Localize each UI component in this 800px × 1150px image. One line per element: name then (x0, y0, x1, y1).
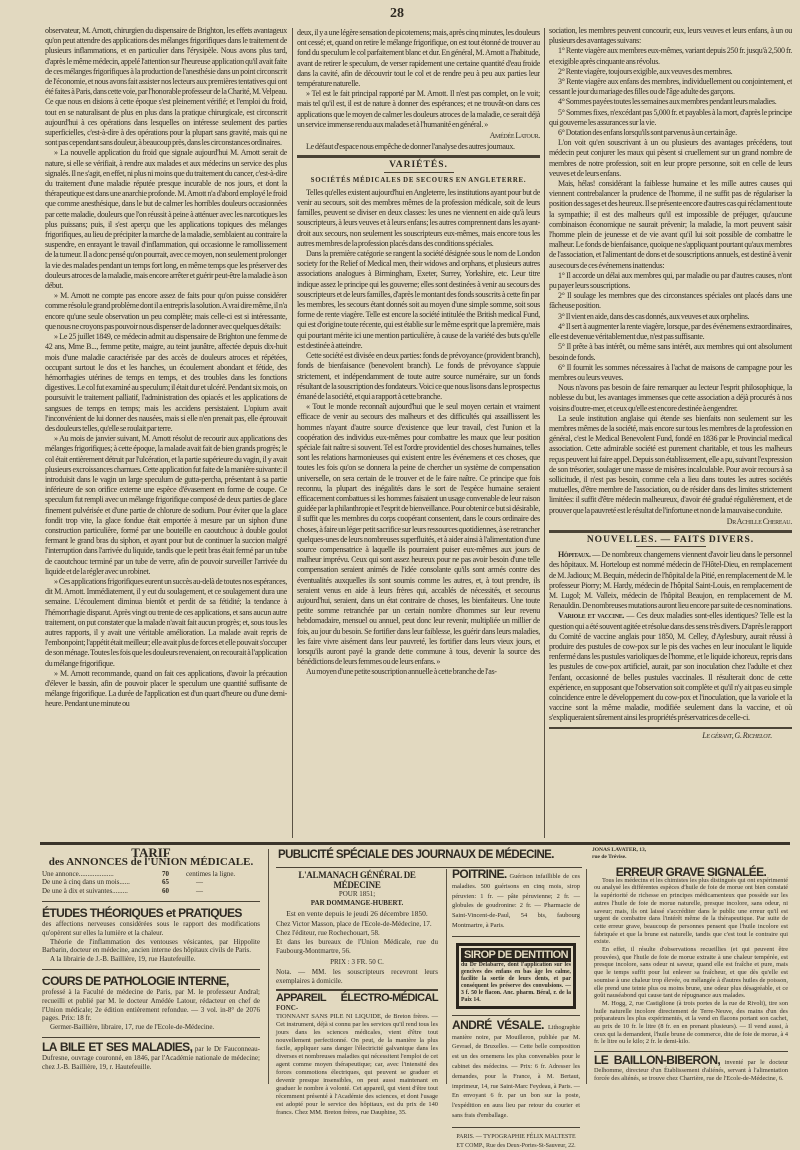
paragraph: La seule institution anglaise qui étende ses bienfaits non seulement sur les membres mêmes de la société, mais encore sur tous les membres de la profession en général, c'est le Medical Benevolent Fund, fondé en 1836 par le Provincial medical association. Cette admirable société est purement charitable, et tous les malheurs reçus peuvent lui faire appel. Depuis son établissement, elle a pu, suivant l'expression de son trésorier, soulager une masse de misères incalculable. Pour avoir recours à sa sollicitude, il n'est pas besoin, comme cela a lieu dans toutes les autres sociétés mutuelles, d'être membre de l'association, ou de résider dans des limites strictement limitées: il suffit d'être médecin malheureux, d'avoir été gradué régulièrement, et de prouver que la pauvreté est le résultat de l'infortune et non de la mauvaise conduite. (549, 413, 792, 515)
ad-title: LA BILE ET SES MALADIES, (42, 1039, 193, 1054)
editor-note: Le défaut d'espace nous empêche de donner l'analyse des autres journaux. (306, 142, 515, 152)
ad-title: APPAREIL ÉLECTRO-MÉDICAL (276, 991, 438, 1004)
list-item: 4° Sommes payées toutes les semaines aux membres pendant leurs maladies. (558, 97, 777, 107)
column-divider (544, 28, 545, 838)
paragraph: « Tout le monde reconnaît aujourd'hui que le seul moyen certain et vraiment efficace de venir au secours des malheurs et des difficultés qui assaillissent les hommes n'ayant d'autre source d'existence que leur travail, c'est l'union et la coopération des individus eux-mêmes pour combattre les maux que leur position spéciale fait naître si souvent. Tel est l'ordre providentiel des choses humaines, telles sont les relations harmonieuses qui existent entre les événemens et ces choses, que toutes les fois qu'on se donnera la peine de chercher un système de compensation universelle, on sera certain de le trouver et de le faire naître. Ce principe que fois reconnu, la plupart des inégalités dans le sort de l'espèce humaine seraient efficacement combattues si les hommes faisaient un usage convenable de leur raison guidée par la philanthropie et l'esprit de bienveillance. Pour obtenir ce but si désirable, il suffit que les membres du corps coopérant consentent, dans le cours ordinaire des choses, à faire un léger petit sacrifice sur leurs ressources quotidiennes, à se retrancher quelques-unes de leurs nombreuses superfluités, et à aider ainsi à l'alimentation d'une source compensatrice à laquelle ils pourraient puiser eux-mêmes aux jours de malheur imprévu. Ceux qui sont assez heureux pour ne pas avoir besoin d'une telle compensation seraient animés de l'idée consolante qu'ils sont armés contre des éventualités auxquelles ils sont soumis comme les autres, et, à tout prendre, ils seraient venus en aide à leurs frères qui, accablés de nécessités, et secourus aujourd'hui, seraient, dans un état contraire de choses, les bienfaiteurs. Une toute petite somme retranchée par un certain nombre d'hommes sur leur revenu hebdomadaire, mensuel ou annuel, peut donc leur revenir, multipliée un millier de fois, au jour du besoin. Se fortifier dans leur faiblesse, les guérir dans leurs maladies, les faire vivre aisément dans leur pauvreté, les fortifier dans leurs vieux jours, et lorsqu'ils auront payé la grande dette commune à tous, devenir la source des bénédictions de leurs femmes ou de leurs enfans. » (297, 402, 540, 667)
ad-text: Guérison infaillible de ces maladies. 500 guérisons en cinq mois, sirop péruvien: 1 fr. — pâte péruvienne; 2 fr. — globules de goudronine: 2 fr. — Pharmacie de Saint-Vincent-de-Paul, 54 bis, faubourg Montmartre, à Paris. (452, 873, 580, 929)
list-item: 2° Rente viagère, toujours exigible, aux veuves des membres. (558, 66, 733, 76)
tarif-label: Une annonce.................... (42, 869, 114, 878)
sirop-ad-box (456, 943, 576, 1009)
paragraph: » Au mois de janvier suivant, M. Arnott résolut de recourir aux applications des mélanges frigorifiques; à cette époque, la malade avait fait de bien grands progrès; le col était entièrement détruit par l'ulcération, et la partie supérieure du vagin, il y avait plusieurs excroissances charnues. Cette application fut faite de la manière suivante: il introduisit dans le vagin un large speculum de gutta-percha, présentant à sa partie inférieure de son orifice externe une espèce d'évasement en forme de coupe. Ce speculum fut rempli avec un mélange frigorifique composé de deux parties de glace finement pulvérisée et d'une partie de chlorure de sodium. Pour éviter que la glace fondit trop vite, la glace fondue était emportée à mesure par un siphon d'une construction particulière, formé par une bouteille en caoutchouc à double goulot fermant le grand bras du siphon, et ayant pour but de continuer la succion malgré l'interruption dans l'arrivée du liquide, tandis que le petit bras était fermé par un tube de caoutchouc terminé par un tube de verre, afin de pouvoir surveiller l'arrivée du liquide et de la régler avec un robinet. (45, 434, 287, 576)
ad-text: Germer-Baillière, libraire, 17, rue de l'Ecole-de-Médecine. (50, 1023, 215, 1032)
paragraph: L'on voit qu'en souscrivant à un ou plusieurs des avantages précédens, tout médecin peut conjurer les maux qui pèsent si cruellement sur un grand nombre de membres de notre profession, soit en leur propre personne, soit en celle de leurs veuves et de leurs enfans. (549, 138, 792, 178)
almanach-year: POUR 1851; (338, 890, 376, 898)
tarif-row (42, 878, 260, 887)
divider (594, 1051, 788, 1052)
column-divider (586, 869, 587, 1084)
almanach-price: PRIX : 3 FR. 50 C. (330, 957, 384, 966)
news-text: — Ces deux maladies sont-elles identiques? Telle est la question qui a été souvent agitée et résolue dans des sens très divers. D'après le rapport du Comité de vaccine anglais pour 1850, M. Celley, d'Aylesbury, aurait réussi à produire des pustules de cow-pox sur le pis des vaches en leur inoculant le liquide renfermé dans les pustules varioliques de l'homme, et le liquide ichoreux, repris dans les pustules de cow-pox artificiel, aurait, par son inoculation chez l'adulte et chez l'enfant, occasionné de belles pustules vaccinales. Il résulterait donc de cette expérience, en supposant que l'observation soit complète et qu'il n'y ait pas eu simple coïncidence entre le développement du cow-pox et l'inoculation, que la variole et la vaccine sont la même maladie, modifiée seulement dans la vaccine, et où s'expliqueraient sûrement ainsi les propriétés préservatrices de celle-ci. (549, 611, 792, 723)
paragraph: Cette société est divisée en deux parties: fonds de prévoyance (provident branch), fonds de bienfaisance (benevolent branch). Le fonds de prévoyance s'appuie strictement, et indépendamment de toute autre source numéraire, sur un fonds résultant de la souscription des fondateurs. Voici ce que nous lisons dans le prospectus émané de la société, et qui a rapport à cette branche. (297, 351, 540, 401)
paragraph: » Ces applications frigorifiques eurent un succès au-delà de toutes nos espérances, dit M. Arnott. Immédiatement, il y eut du soulagement, et ce soulagement dura une semaine. L'écoulement diminua bientôt et perdit de sa fétidité; la tendance à l'hémorrhagie disparut. Après vingt ou trente de ces applications, et sans aucun autre traitement, on put constater que la malade n'avait fait aucun progrès; et, sous tous les autres rapports, il y avait une véritable amélioration. La malade avait repris de l'embonpoint; l'appétit était meilleur; elle avait plus de forces et elle pouvait s'occuper de son ménage. Toutes les fois que les douleurs revenaient, on recourait à l'application du mélange frigorifique. (45, 576, 287, 668)
paragraph: » Le 25 juillet 1849, ce médecin admit au dispensaire de Brighton une femme de 42 ans, Mme B..., femme petite, maigre, au teint jaunâtre, affectée depuis dix-huit mois d'une maladie caractérisée par des accès de douleurs atroces et répétées, occupant surtout le dos et les hanches, un écoulement abondant et fétide, des hémorrhagies utérines de temps en temps, et des troubles dans les fonctions digestives. Le col fut examiné au speculum; il était dur et ulcéré. Pendant six mois, on poursuivit le traitement palliatif, l'administration des opiacés et les applications de sangsues de temps en temps; mais les accidens persistaient. L'opium avait l'inconvénient de lui donner des nausées, mais si elle n'en prenait pas, elle éprouvait des douleurs telles, qu'elle se roulait par terre. (45, 332, 287, 433)
section-rule (549, 727, 792, 729)
poitrine-ad (452, 867, 580, 931)
ad-text: Chez l'éditeur, rue Rochechouart, 58. (276, 929, 380, 938)
paragraph: » M. Arnott recommande, quand on fait ces applications, d'avoir la précaution d'élever le bassin, afin de pouvoir placer le speculum une quantité suffisante de mélange frigorifique. La durée de l'application est d'un quart d'heure ou d'une demi-heure. Pendant une minute ou (45, 668, 287, 709)
tarif-row (42, 887, 260, 896)
divider (42, 901, 260, 902)
column-divider (268, 849, 269, 1084)
news-lead: Hôpitaux. (558, 550, 591, 560)
ad-title: POITRINE. (452, 867, 507, 881)
paragraph: 4° Il sert à augmenter la rente viagère, lorsque, par des événemens extraordinaires, elle est devenue véritablement due, n'est pas suffisante. (549, 321, 792, 342)
paragraph: » La nouvelle application du froid que signale aujourd'hui M. Arnott serait de nature, si elle se vérifiait, à rendre aux malades et aux médecins un service des plus signalés. Il ne s'agit, en effet, ni plus ni moins que du traitement du cancer, c'est-à-dire du traitement d'une maladie réputée presque incurable de nos jours, et dont la thérapeutique est dans une anarchie profonde. M. Arnott n'a d'abord employé le froid que comme anesthésique, dans le but de calmer les horribles douleurs occasionnées par cette maladie, douleurs que l'on réussit à peine à atténuer avec les narcotiques les plus puissans; puis, il s'est aperçu que les applications topiques des mélanges frigorifiques, au lieu de précipiter la marche de la maladie, semblaient au contraire la suspendre, en enrayant le travail d'inflammation, qui occasionne le ramollissement de la tumeur. Il a donc pensé qu'on pourrait, avec ce moyen, non seulement prolonger la vie des malades pendant un temps fort long, en même temps que les préserver des douleurs atroces de la maladie, mais encore arrêter et guérir peut-être la maladie à son début. (45, 148, 287, 291)
paragraph: 5° Il prête à bas intérêt, ou même sans intérêt, aux membres qui ont absolument besoin de fonds. (549, 342, 792, 362)
paragraph: Telles qu'elles existent aujourd'hui en Angleterre, les institutions ayant pour but de venir au secours, soit des membres mêmes de la profession médicale, soit de leurs familles, peuvent se diviser en deux classes: les unes ne viennent en aide qu'à leurs souscripteurs, à leurs veuves et à leurs enfans; les autres comprennent dans les ayant-droit aux secours, non seulement les souscripteurs eux-mêmes, mais encore tous les autres membres de la profession placés dans des conditions spéciales. (297, 187, 540, 248)
divider (42, 1037, 260, 1038)
divider (276, 989, 438, 991)
ad-title-row (276, 991, 438, 1013)
paragraph: » Tel est le fait principal rapporté par M. Arnott. Il n'est pas complet, on le voit; mais tel qu'il est, il est de nature à donner des espérances; et ne trouvât-on dans ces applications que le moyen de calmer les douleurs atroces de la maladie, ce serait déjà un service immense rendu aux malades et à l'humanité en général. » (297, 89, 540, 129)
ad-title: L'ALMANACH GÉNÉRAL DE MÉDECINE (298, 870, 416, 890)
ad-text: M. Hogg, 2, rue Castiglione (à trois portes de la rue de Rivoli), tire son huile naturelle incolore directement de Terre-Neuve, des mains d'un des préparateurs les plus expérimentés, et la vend en flacons portant son cachet, au prix de 10 fr. le litre (8 fr. en en prenant plusieurs). — Il vend aussi, à ceux qui la demandent, l'huile brune de commerce, dite de foie de morue, à 4 fr. le litre ou le kilo; 2 fr. le demi-kilo. (594, 999, 788, 1046)
signature: Dr Achille Chereau. (726, 516, 792, 526)
paragraph: observateur, M. Arnott, chirurgien du dispensaire de Brighton, les effets avantageux qu'on peut attendre des applications des mélanges frigorifiques dans le traitement de plusieurs inflammations, et en particulier dans l'érysipèle. Nous avons plus tard, d'après le même médecin, appelé l'attention sur l'heureuse application qu'il avait faite de ces mélanges frigorifiques à la production de l'anesthésie dans un point circonscrit de l'économie, et nous avons fait assister nos lecteurs aux premières tentatives qui ont été faites à Paris, dans cette voie, par l'honorable professeur de la Charité, M. Velpeau. Ce que nous en disions à cette époque s'est pleinement vérifié; et l'emploi du froid, tout en se naturalisant de plus en plus dans la pratique chirurgicale, est circonscrit aujourd'hui à ces opérations dans lesquelles on intéresse seulement des parties superficielles, c'est-à-dire à des opérations pour la plupart sans gravité, mais qui ne sont pas cependant sans douleur, à beaucoup près, dans les circonstances ordinaires. (45, 26, 287, 148)
imprint: PARIS. — TYPOGRAPHIE FÉLIX MALTESTE ET COMP., Rue des Deux-Portes-St-Sauveur, 22. (456, 1133, 576, 1149)
tarif-title: TARIF (131, 845, 171, 860)
bile-ad (42, 1039, 261, 1071)
ad-column-left (42, 845, 261, 1071)
ad-text: Chez Victor Masson, place de l'Ecole-de-Médecine, 17. (276, 920, 432, 929)
ad-column-middle (276, 870, 438, 1117)
paragraph: sociation, les membres peuvent concourir, eux, leurs veuves et leurs enfans, à un ou plusieurs des avantages suivans: (549, 26, 792, 46)
section-title: VARIÉTÉS. (389, 160, 448, 171)
paragraph: » M. Arnott ne compte pas encore assez de faits pour qu'on puisse considérer comme résolu le grand problème dont il a entrepris la solution. A vrai dire même, il n'a encore qu'une seule observation un peu complète; mais celle-ci est si intéressante, que nous ne croyons pas pouvoir nous dispenser de la donner avec quelques détails: (45, 291, 287, 331)
ad-text: des affections nerveuses considérées sous le rapport des modifications qu'opèrent sur elles la lumière et la chaleur. (42, 919, 260, 937)
list-item: 5° Sommes fixes, n'excédant pas 5,000 fr. et payables à la mort, d'après le principe qui gouverne les assurances sur la vie. (549, 107, 792, 127)
tarif-unit: — (196, 887, 203, 896)
tarif-label: De une à cinq dans un mois...... (42, 878, 130, 887)
paragraph: Dans la première catégorie se rangent la société désignée sous le nom de London society for the Relief of Medical men, their widows and orphans, et plusieurs autres associations analogues à Birmingham, Exeter, Surrey, Yorkshire, etc. Leur titre indique assez le principe qui les gouverne; elles sont destinées à venir au secours des souscripteurs et de leurs familles, d'après le montant des fonds souscrits à cette fin par les membres, les secours étant donnés soit au moyen d'une simple somme, soit sous forme de rente viagère. Telle est encore la société intitulée the British medical Fund, qui est d'origine toute récente, qui est établie sur le même esprit que la première, mais qui pourtant mérite ici une mention particulière, à cause de la variété des buts qu'elle est destinée à atteindre. (297, 249, 540, 350)
page-number: 28 (390, 6, 404, 21)
news-text: — De nombreux changemens viennent d'avoir lieu dans le personnel des hôpitaux. M. Horteloup est nommé médecin de l'Hôtel-Dieu, en remplacement de M. Jadioux; M. Bequin, médecin de l'hôpital de la Pitié, en remplacement de M. le professeur Piorry; M. Hardy, médecin de l'hôpital Saint-Louis, en remplacement de M. Lugol; M. Valleix, médecin de l'hôpital Beaujon, en remplacement de M. Renauldin. De nombreuses mutations auront lieu encore par suite de ces nominations. (549, 550, 792, 611)
ad-text: Nota. — MM. les souscripteurs recevront leurs exemplaires à domicile. (276, 968, 438, 986)
ad-column-right (594, 865, 789, 1082)
ad-text: inventé par le docteur Delhomme, directeur d'un Établissement d'aliénés, servant à l'alimentation forcée des aliénés, se trouve chez Charrière, rue de l'Ecole-de-Médecine, 6. (594, 1059, 789, 1082)
paragraph: 2° Il soulage les membres que des circonstances spéciales ont placés dans une fâcheuse position. (549, 291, 792, 311)
divider (636, 546, 706, 547)
gerant-signature: Le gérant, G. Richelot. (702, 730, 772, 740)
column-divider (292, 28, 293, 838)
ad-text: Tous les médecins et les chimistes les plus distingués qui ont expérimenté ou analysé les différentes espèces d'huile de foie de morue ont bien constaté la supériorité de richesse en principes médicamenteux que possède sur les autres l'huile de foie de morue naturelle, presque incolore, sans odeur, ni saveur; mais, ils ont laissé s'accréditer dans le public une erreur qu'il est urgent de combattre dans l'intérêt même de la thérapeutique. Par suite de cette erreur grave, beaucoup de personnes pensent que l'huile incolore est fabriquée et que la brune est naturelle, tandis que c'est tout le contraire qui existe. (594, 876, 788, 946)
divider (276, 867, 582, 868)
list-item: 1° Rente viagère aux membres eux-mêmes, variant depuis 250 fr. jusqu'à 2,500 fr. et exigible après cinquante ans révolus. (549, 46, 792, 66)
column-3 (549, 26, 792, 838)
divider (42, 969, 260, 970)
news-item (549, 550, 792, 611)
ad-text: Et dans les bureaux de l'Union Médicale, rue du Faubourg-Montmartre, 56. (276, 937, 438, 955)
tarif-price: 70 (162, 869, 169, 878)
ad-text: Théorie de l'inflammation des ventouses vésicantes, par Hippolite Barbarin, docteur en médecine, ancien interne des hôpitaux civils de Paris. (42, 937, 260, 955)
tarif-subtitle: des ANNONCES de l'UNION MÉDICALE. (48, 855, 254, 868)
ad-text: A la librairie de J.-B. Baillière, 19, rue Hautefeuille. (50, 955, 196, 964)
publicity-banner: PUBLICITÉ SPÉCIALE DES JOURNAUX DE MÉDECINE. (278, 849, 554, 861)
ad-title: ÉTUDES THÉORIQUES et PRATIQUES (42, 905, 242, 920)
list-item: 3° Rente viagère aux enfans des membres, individuellement ou conjointement, et cessant le jour du mariage des filles ou de l'âge adulte des garçons. (549, 77, 792, 97)
almanach-author: PAR DOMMANGE-HUBERT. (310, 898, 404, 907)
tarif-price: 60 (162, 887, 169, 896)
ad-text: TIONNANT SANS PILE NI LIQUIDE, de Breton frères. — Cet instrument, déjà si connu par les services qu'il rend tous les jours dans les sciences médicales, vient d'être tout nouvellement perfectionné. On peut, de la manière la plus facile, appliquer sans danger l'électricité galvanique dans les diverses et nombreuses maladies qui nécessitent l'emploi de cet agent comme moyen thérapeutique; car, avec l'intensité des forces commotions électriques, qui peuvent se graduer et devenir presque insensibles, on peut aussi maintenant en graduer le nombre à volonté. Cet appareil, qui vient d'être tout récemment présenté à l'Académie des sciences, et dont l'usage est adopté pour le service des hôpitaux, est du prix de 140 francs. Chez MM. Breton frères, rue Dauphine, 35. (276, 1012, 438, 1116)
tarif-unit: — (196, 878, 203, 887)
divider (452, 1127, 580, 1128)
ad-column-center-right (452, 867, 580, 1150)
divider (384, 172, 454, 173)
divider (452, 1015, 580, 1016)
ad-title-suffix: FONC- (276, 1003, 299, 1012)
tarif-row (42, 870, 260, 879)
news-item (549, 611, 792, 723)
section-title: NOUVELLES. — FAITS DIVERS. (586, 534, 755, 545)
ad-title: ANDRÉ VÉSALE. (452, 1017, 544, 1032)
news-lead: Variole et vaccine. (558, 611, 625, 621)
column-2 (297, 28, 540, 838)
section-rule (549, 530, 792, 533)
article-subtitle: SOCIÉTÉS MÉDICALES DE SECOURS EN ANGLETERRE. (310, 176, 527, 184)
baillon-ad (594, 1053, 789, 1082)
ad-title: LE BAILLON-BIBERON, (594, 1053, 721, 1068)
paragraph: deux, il y a une légère sensation de picotemens; mais, après cinq minutes, les douleurs ont cessé; et, quand on retire le mélange frigorifique, on est tout étonné de trouver au fond du speculum le col parfaitement blanc et dur. En général, M. Arnott a l'habitude, avant de retirer le speculum, de verser rapidement une certaine quantité d'eau froide dans la cavité, afin de découvrir tout le col et de rendre peu à peu aux parties leur température naturelle. (297, 28, 540, 89)
paragraph: 3° Il vient en aide, dans des cas donnés, aux veuves et aux orphelins. (558, 311, 750, 321)
ad-text: En effet, il résulte d'observations recueillies (et qui peuvent être prouvées), que l'huile de foie de morue extraite à une chaleur tempérée, est presque incolore, sans odeur ni saveur, quand elle est fraîche et pure, mais que le temps suffit pour lui enlever sa fraîcheur, et que dès qu'elle est soumise à une chaleur trop élevée, ou mélangée à d'autres huiles de poisson, elle prend une teinte plus ou moins brune, une odeur plus désagréable, et ce goût nauséabond qui cause tant de répugnance aux malades. (594, 946, 788, 1000)
ad-title: ERREUR GRAVE SIGNALÉE. (615, 865, 767, 879)
ad-title: COURS DE PATHOLOGIE INTERNE, (42, 973, 229, 988)
divider (452, 936, 580, 937)
tarif-unit: centimes la ligne. (186, 869, 236, 878)
ad-text: par le Dr Fauconneau-Dufresne, ouvrage couronné, en 1846, par l'Académie nationale de médecine; chez J.-B. Baillière, 19, r. Hautefeuille. (42, 1044, 261, 1071)
paragraph: Mais, hélas! considérant la faiblesse humaine et les mille autres causes qui viennent contrebalancer la prudence de l'homme, il ne suffit pas de régulariser la position des sages et des heureux. Il se présente encore d'autres cas qui réclament toute la sympathie; il est des malheurs qu'il est impossible de préjuger, qu'aucune combinaison économique ne saurait prévenir; la maladie, la mort peuvent saisir l'homme plein de jeunesse et de vie avant qu'il lui soit possible de combattre le malheur. Le fonds de bienfaisance, quoique ne s'appliquant pourtant qu'aux membres de l'association, et l'alimentant de dons et de souscriptions annuels, est destiné à venir au secours de ces événemens inattendus: (549, 179, 792, 270)
paragraph: Au moyen d'une petite souscription annuelle à cette branche de l'as- (306, 667, 497, 677)
ad-title: SIROP DE DENTITION (461, 948, 571, 962)
ad-text: professé à la Faculté de médecine de Paris, par M. le professeur Andral; recueilli et publié par M. le docteur Amédée Latour, rédacteur en chef de l'Union médicale; 2e édition entièrement refondue. — 3 vol. in-8° de 2076 pages. Prix: 18 fr. (42, 987, 260, 1023)
column-divider (446, 869, 447, 1084)
signature: Amédée Latour. (489, 131, 540, 141)
almanach-sale: Est en vente depuis le jeudi 26 décembre 1850. (286, 908, 428, 918)
tarif-price: 65 (162, 878, 169, 887)
banner-side: JONAS LAVATER, 13, rue de Trévise. (592, 847, 647, 860)
ad-text: du Dr Delabarre, dont l'application sur les gencives des enfans en bas âge les calme, facilite la sortie de leurs dents, et par conséquent les préserve des convulsions. — 3 f. 50 le flacon. Anc. pharm. Béral, r. de la Paix 14. (461, 961, 571, 1003)
column-1 (45, 26, 287, 838)
section-rule (297, 155, 540, 158)
list-item: 6° Dotation des enfans lorsqu'ils sont parvenus à un certain âge. (558, 128, 737, 138)
paragraph: 6° Il fournit les sommes nécessaires à l'achat de maisons de campagne pour les membres ou leurs veuves. (549, 362, 792, 382)
advertisements (40, 842, 790, 1149)
tarif-label: De une à dix et suivantes......... (42, 887, 128, 896)
vesale-ad (452, 1017, 580, 1121)
paragraph: 1° Il accorde un délai aux membres qui, par maladie ou par d'autres causes, n'ont pu payer leurs souscriptions. (549, 270, 792, 291)
paragraph: Nous n'avons pas besoin de faire remarquer au lecteur l'esprit philosophique, la noblesse du but, les avantages immenses que cette association a déjà procurés à nos voisins d'outre-mer, et ceux qu'elle est encore destinée à engendrer. (549, 383, 792, 413)
ad-text: Lithographie manière noire, par Mouilleron, publiée par M. Gevrael, de Bruxelles. — Cette belle composition est un des ornemens les plus convenables pour le cabinet des médecins. — Prix: 6 fr. Adresser les demandes, pour la France, à M. Bertaut, imprimeur, 14, rue Saint-Marc Feydeau, à Paris. — En envoyant 6 fr. par un bon sur la poste, l'expédition en aura lieu par retour du courier et sans frais d'emballage. (452, 1023, 580, 1119)
